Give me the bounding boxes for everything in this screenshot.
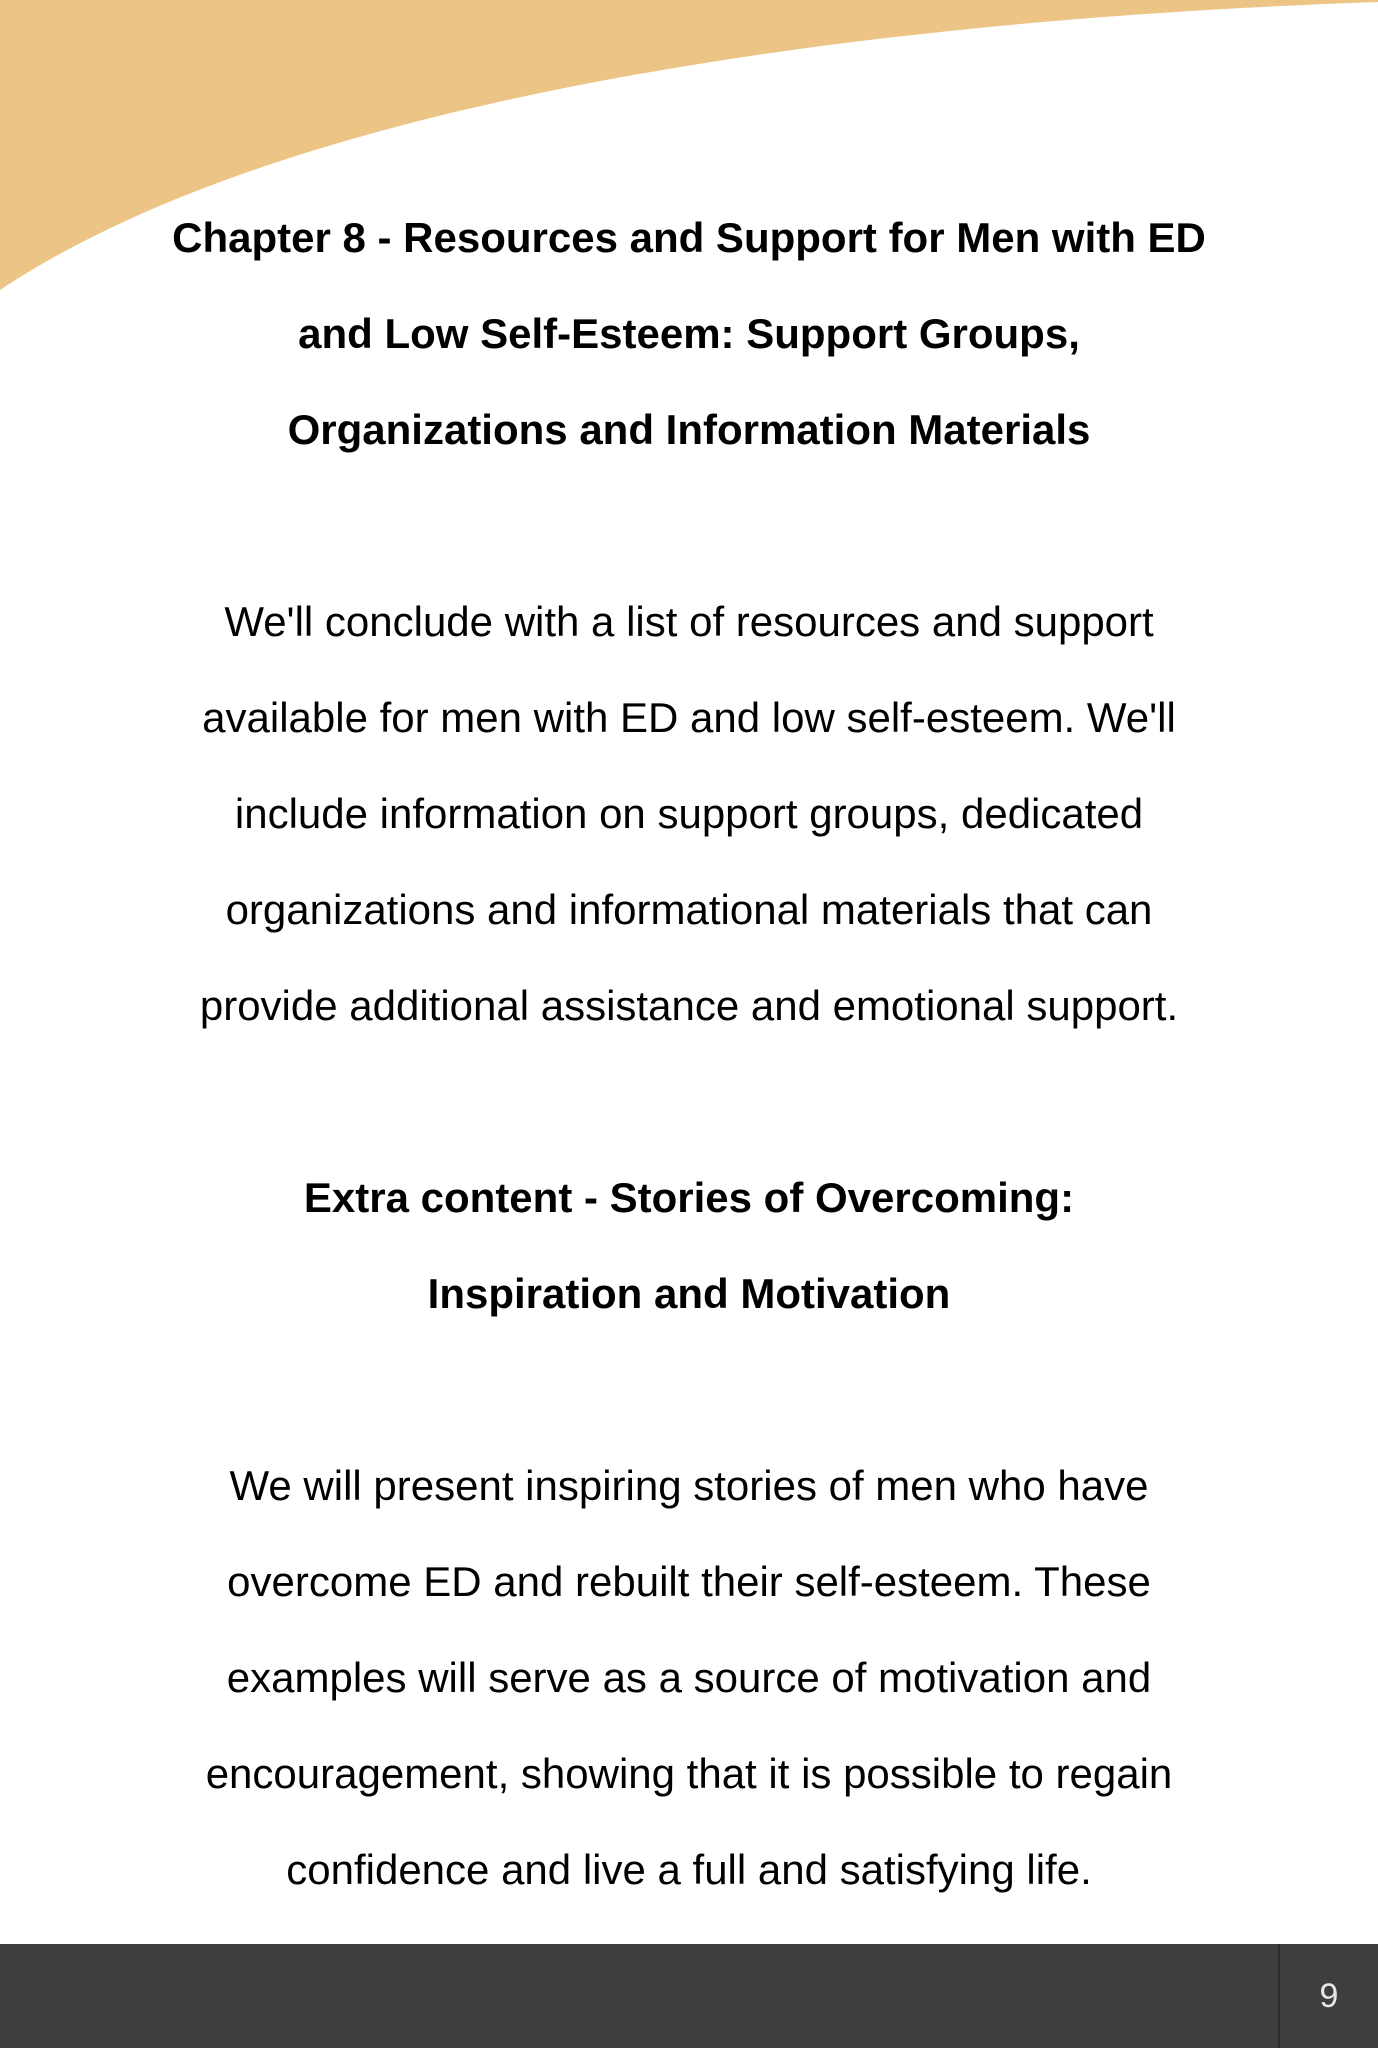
page-content [120, 190, 1258, 1918]
chapter-paragraph: We'll conclude with a list of resources and support available for men with ED and low self-esteem. We'll include information on support groups, dedicated organizations and informational materials that can provide additional assistance and emotional support. [199, 598, 1179, 1029]
page-number: 9 [1319, 1977, 1339, 2015]
chapter-heading: Chapter 8 - Resources and Support for Men with ED and Low Self-Esteem: Support Groups, Organizations and Information Materials [172, 214, 1206, 453]
extra-content-heading: Extra content - Stories of Overcoming: Inspiration and Motivation [303, 1174, 1075, 1317]
page-footer [0, 1944, 1378, 2048]
extra-content-paragraph: We will present inspiring stories of men who have overcome ED and rebuilt their self-esteem. These examples will serve as a source of motivation and encouragement, showing that it is possible to regain confidence and live a full and satisfying life. [205, 1462, 1173, 1893]
